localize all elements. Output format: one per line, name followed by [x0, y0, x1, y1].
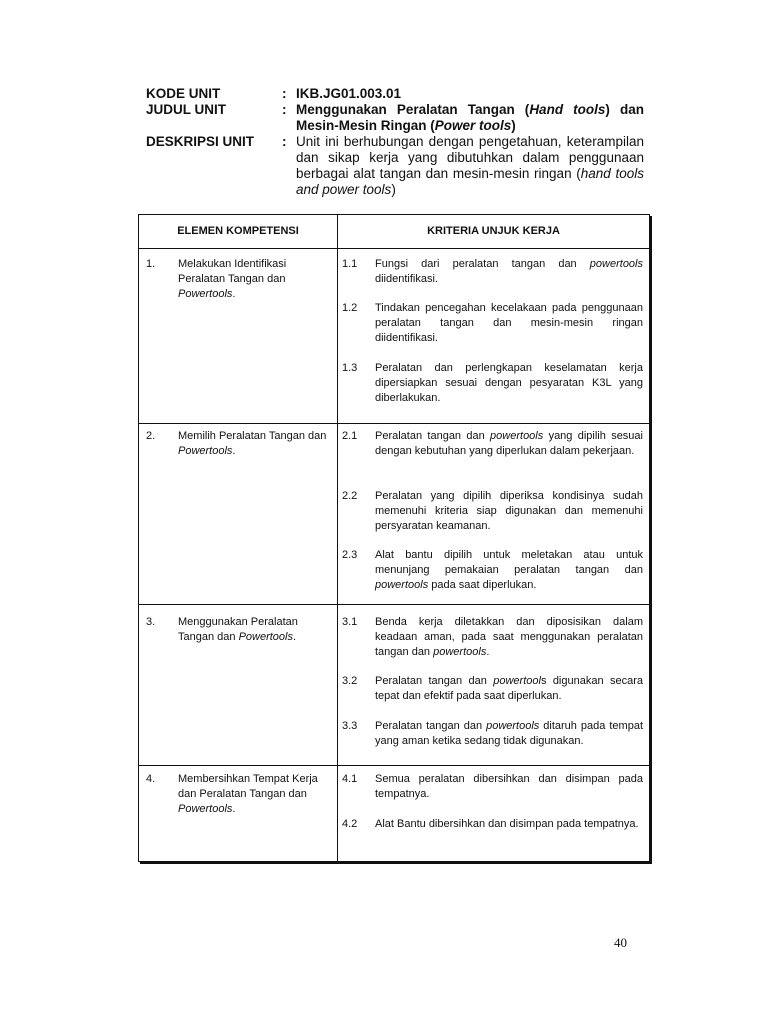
criteria-text: Peralatan tangan dan powertools digunakan secara tepat dan efektif pada saat diperlukan.	[375, 675, 643, 702]
criteria-text: Peralatan tangan dan powertools yang dipilih sesuai dengan kebutuhan yang diperlukan dalam pekerjaan.	[375, 430, 643, 457]
column-header-elemen: ELEMEN KOMPETENSI	[177, 225, 299, 237]
criteria-text: Fungsi dari peralatan tangan dan powertools diidentifikasi.	[375, 258, 643, 285]
criteria-text: Peralatan tangan dan powertools ditaruh pada tempat yang aman ketika sedang tidak digunakan.	[375, 720, 643, 747]
row-divider	[139, 423, 649, 424]
element-number: 4.	[146, 773, 156, 785]
colon: :	[282, 102, 287, 117]
element-text: Memilih Peralatan Tangan dan Powertools.	[178, 430, 327, 457]
element-text: Membersihkan Tempat Kerja dan Peralatan Tangan dan Powertools.	[178, 773, 318, 815]
criteria-text: Alat Bantu dibersihkan dan disimpan pada tempatnya.	[375, 818, 639, 830]
colon: :	[282, 134, 287, 149]
criteria-text: Alat bantu dipilih untuk meletakan atau untuk menunjang pemakaian peralatan tangan dan powertools pada saat diperlukan.	[375, 549, 643, 591]
colon: :	[282, 86, 287, 101]
kode-unit-value: IKB.JG01.003.01	[296, 86, 402, 101]
row-divider	[139, 765, 649, 766]
judul-unit-label: JUDUL UNIT	[146, 102, 227, 117]
criteria-number: 2.3	[342, 549, 358, 561]
kode-unit-label: KODE UNIT	[146, 86, 221, 101]
element-text: Menggunakan Peralatan Tangan dan Powertools.	[178, 616, 298, 643]
criteria-number: 3.3	[342, 720, 358, 732]
column-header-kriteria: KRITERIA UNJUK KERJA	[427, 225, 560, 237]
criteria-number: 1.1	[342, 258, 358, 270]
criteria-text: Tindakan pencegahan kecelakaan pada penggunaan peralatan tangan dan mesin-mesin ringan diidentifikasi.	[375, 302, 643, 344]
criteria-number: 3.1	[342, 616, 358, 628]
criteria-number: 4.2	[342, 818, 358, 830]
criteria-text: Semua peralatan dibersihkan dan disimpan pada tempatnya.	[375, 773, 643, 800]
criteria-text: Benda kerja diletakkan dan diposisikan dalam keadaan aman, pada saat menggunakan peralatan tangan dan powertools.	[375, 616, 643, 658]
element-number: 1.	[146, 258, 156, 270]
criteria-number: 1.3	[342, 362, 358, 374]
criteria-text: Peralatan dan perlengkapan keselamatan kerja dipersiapkan sesuai dengan pesyaratan K3L yang diberlakukan.	[375, 362, 643, 404]
competency-table	[138, 214, 650, 862]
criteria-number: 2.2	[342, 490, 358, 502]
element-number: 2.	[146, 430, 156, 442]
criteria-text: Peralatan yang dipilih diperiksa kondisinya sudah memenuhi kriteria siap digunakan dan memenuhi persyaratan keamanan.	[375, 490, 643, 532]
element-number: 3.	[146, 616, 156, 628]
header-divider	[139, 248, 649, 249]
criteria-number: 1.2	[342, 302, 358, 314]
deskripsi-unit-value: Unit ini berhubungan dengan pengetahuan, keterampilan dan sikap kerja yang dibutuhkan dalam penggunaan berbagai alat tangan dan mesin-mesin ringan (hand tools and power tools)	[296, 134, 644, 197]
deskripsi-unit-label: DESKRIPSI UNIT	[146, 134, 255, 149]
page-number: 40	[614, 935, 627, 950]
judul-unit-value: Menggunakan Peralatan Tangan (Hand tools) dan Mesin-Mesin Ringan (Power tools)	[296, 102, 644, 133]
criteria-number: 2.1	[342, 430, 358, 442]
criteria-number: 4.1	[342, 773, 358, 785]
element-text: Melakukan Identifikasi Peralatan Tangan dan Powertools.	[178, 258, 287, 300]
criteria-number: 3.2	[342, 675, 358, 687]
row-divider	[139, 604, 649, 605]
